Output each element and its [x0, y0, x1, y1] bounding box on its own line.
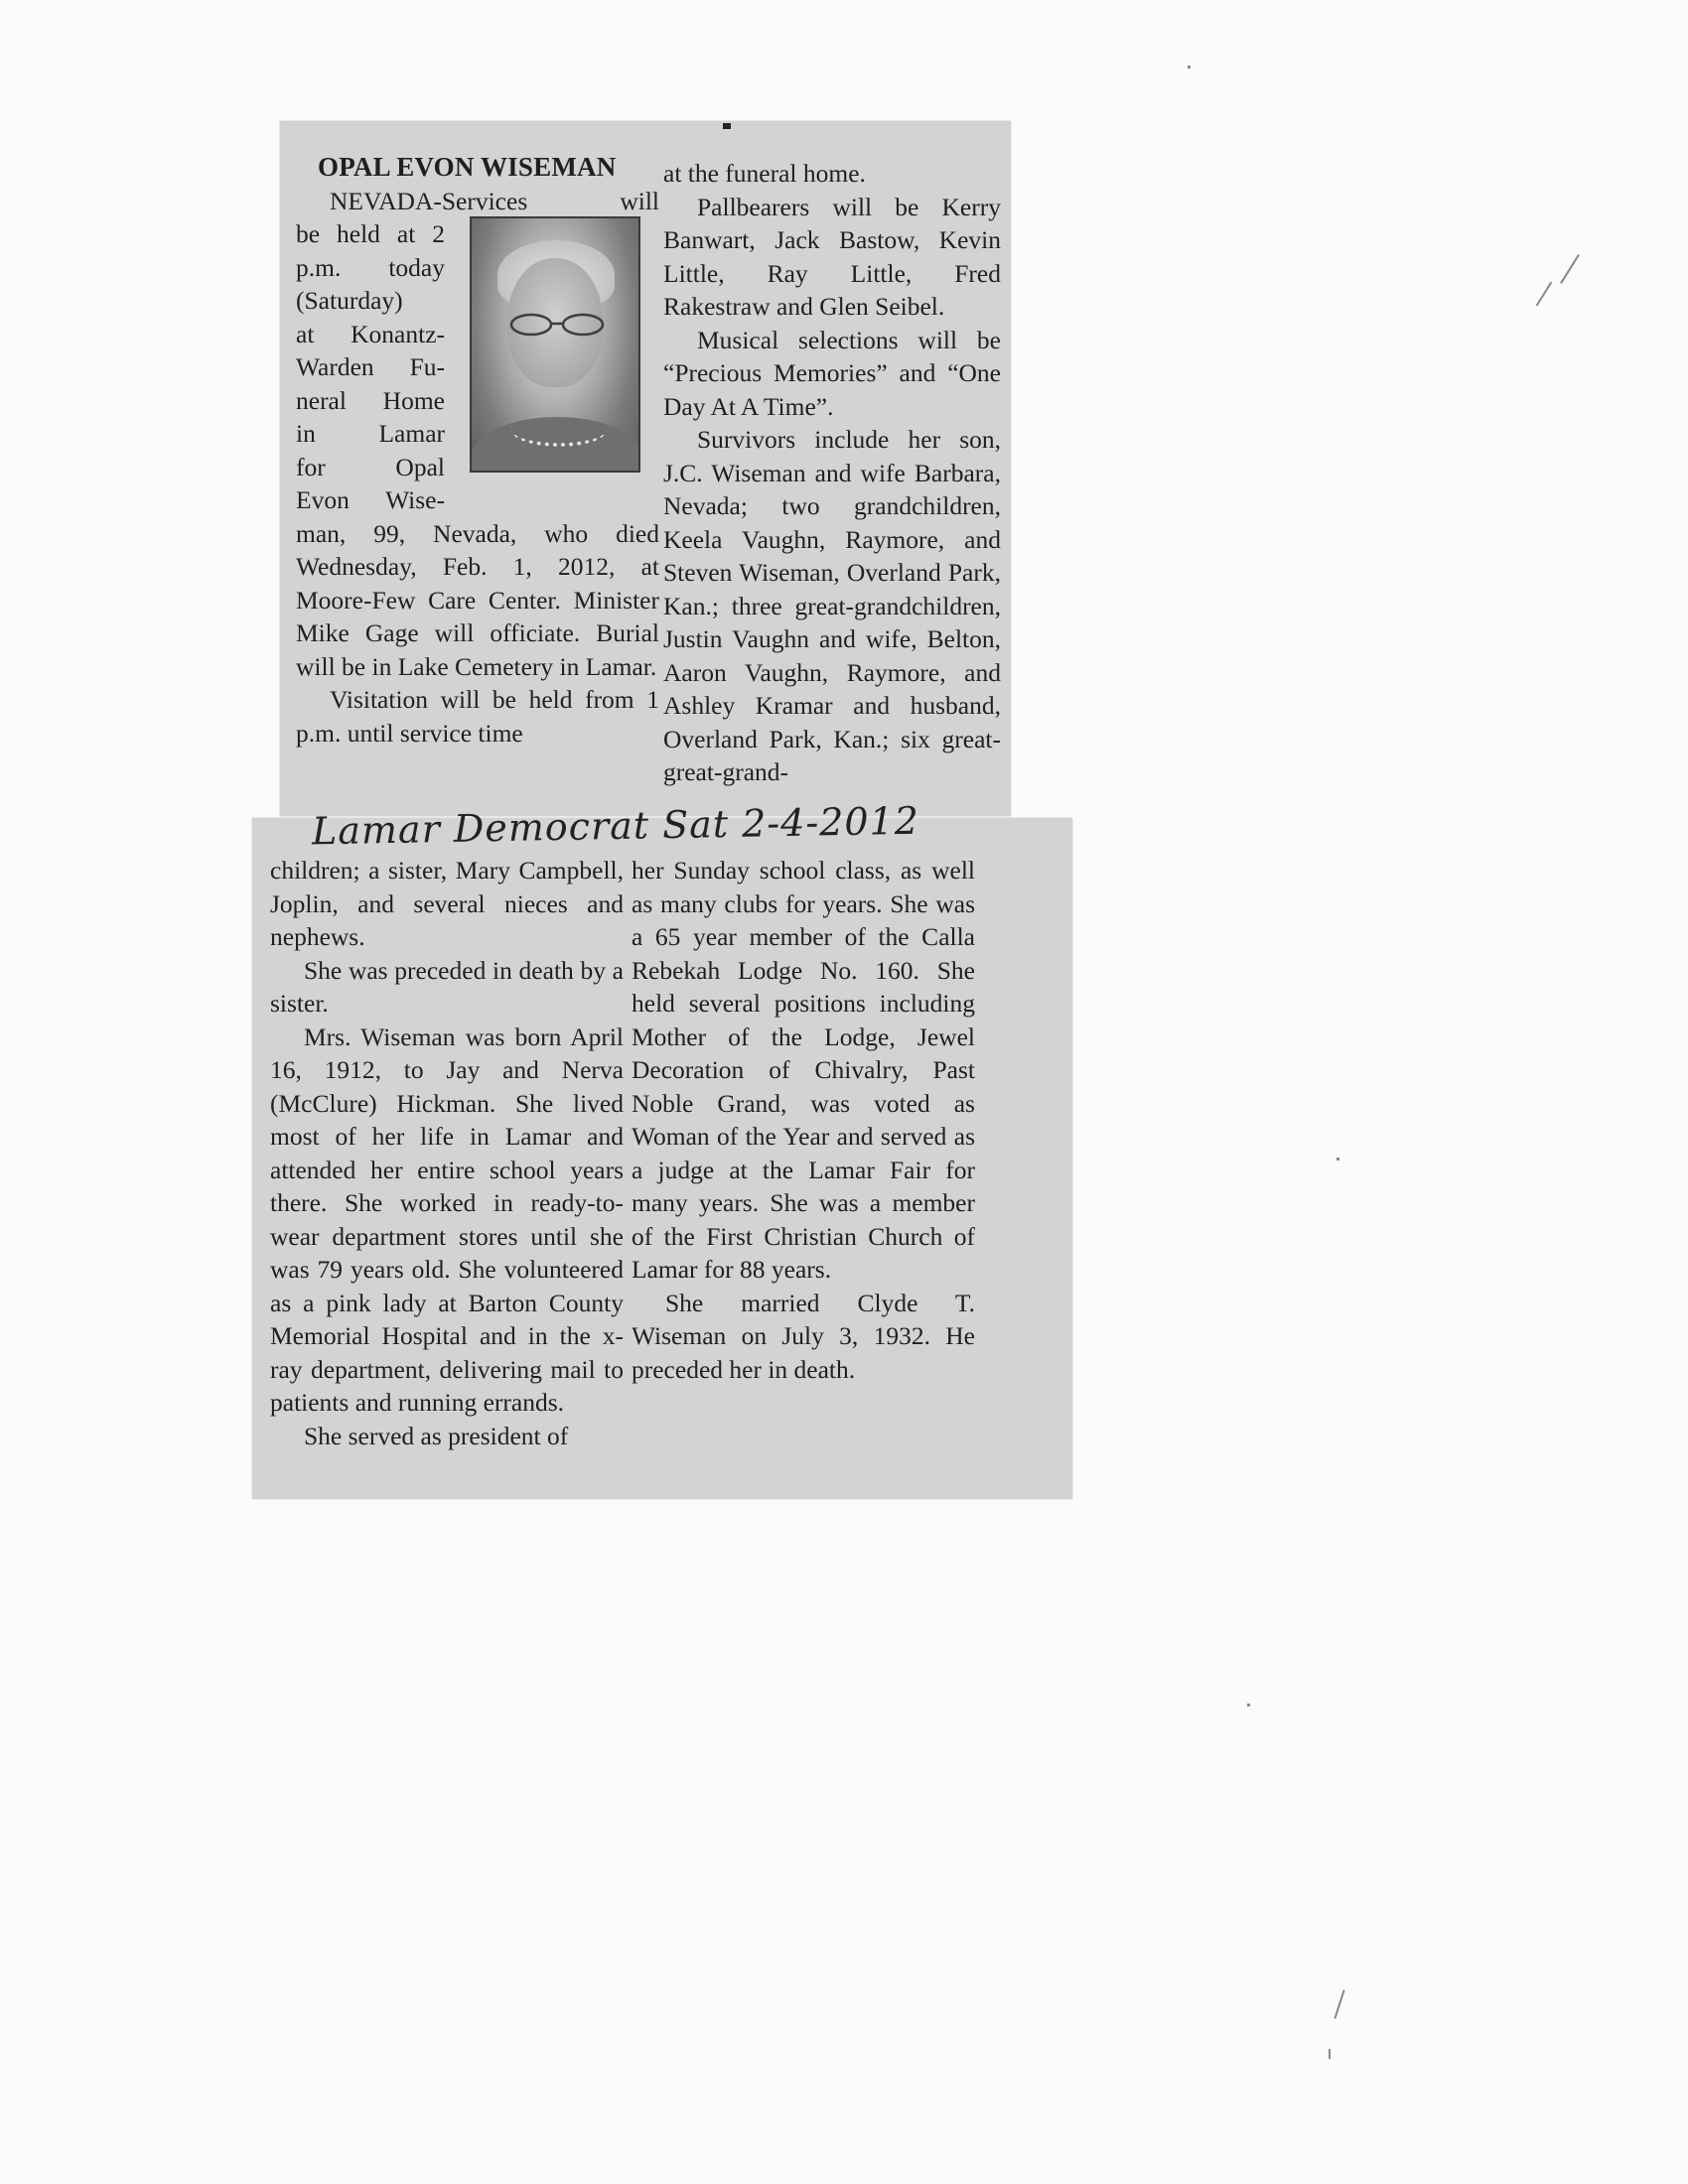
funeral-home-line: at the funeral home. — [663, 159, 866, 188]
biography-paragraph: Mrs. Wiseman was born April 16, 1912, to Jay and Nerva (McClure) Hickman. She lived most of her life in Lamar and attended her entire school years there. She worked in ready-to-wear department stores until she was 79 years old. She volunteered as a pink lady at Barton County Memorial Hospital and in the x-ray department, delivering mail to patients and running errands. — [270, 1022, 624, 1417]
wrap-line: in Lamar — [296, 419, 445, 448]
handwritten-note: Lamar Democrat Sat 2-4-2012 — [311, 798, 920, 854]
scan-speck — [1188, 66, 1191, 68]
wrap-line: for Opal — [296, 452, 445, 481]
visitation-paragraph: Visitation will be held from 1 p.m. until service time — [296, 685, 659, 748]
wrap-line: Warden Fu- — [296, 352, 445, 381]
obituary-column-3 — [270, 854, 624, 1452]
married-paragraph: She married Clyde T. Wiseman on July 3, 1932. He preceded her in death. — [632, 1288, 975, 1384]
sister-paragraph: children; a sister, Mary Campbell, Joplin, and several nieces and nephews. — [270, 856, 624, 951]
wrap-line: Evon Wise- — [296, 485, 445, 514]
obituary-column-4 — [632, 854, 975, 1386]
preceded-paragraph: She was preceded in death by a sister. — [270, 955, 624, 1018]
obituary-title: OPAL EVON WISEMAN — [318, 152, 617, 182]
photo-pearls — [511, 413, 607, 447]
wrap-line: be held at 2 — [296, 219, 445, 248]
wrap-line: (Saturday) — [296, 286, 403, 315]
music-paragraph: Musical selections will be “Precious Memories” and “One Day At A Time”. — [663, 325, 1001, 421]
clipping-top — [280, 121, 1011, 816]
obituary-column-1 — [296, 151, 659, 750]
wrap-line: p.m. today — [296, 252, 445, 282]
portrait-photo — [470, 216, 640, 473]
president-paragraph: She served as president of — [304, 1421, 569, 1450]
survivors-paragraph: Survivors include her son, J.C. Wiseman and wife Barbara, Nevada; two grandchildren, Keela Vaughn, Raymore, and Steven Wiseman, Overland Park, Kan.; three great-grandchildren, Justin Vaughn and wife, Belton, Aaron Vaughn, Raymore, and Ashley Kramar and husband, Overland Park, Kan.; six great-great-grand- — [663, 425, 1001, 786]
scan-speck — [1560, 254, 1580, 284]
services-first-line: NEVADA-Services will — [330, 186, 659, 215]
scan-speck — [1334, 1989, 1344, 2018]
clipping-bottom — [252, 818, 1072, 1499]
scan-speck — [1329, 2049, 1331, 2059]
wrap-line: at Konantz- — [296, 319, 445, 348]
scan-speck — [1336, 1158, 1339, 1160]
wrap-line: neral Home — [296, 385, 445, 415]
scan-speck — [1247, 1704, 1250, 1706]
glasses-icon — [505, 312, 609, 338]
photo-wrap-lines — [296, 217, 445, 517]
services-paragraph-rest: man, 99, Nevada, who died Wednesday, Feb. 1, 2012, at Moore-Few Care Center. Minister Mike Gage will officiate. Burial will be in Lake Cemetery in Lamar. — [296, 518, 659, 681]
scan-speck — [1536, 282, 1553, 307]
pallbearers-paragraph: Pallbearers will be Kerry Banwart, Jack Bastow, Kevin Little, Ray Little, Fred Rakestraw and Glen Seibel. — [663, 192, 1001, 321]
print-mark — [723, 123, 731, 129]
obituary-column-2 — [663, 157, 1001, 789]
clubs-paragraph: her Sunday school class, as well as many clubs for years. She was a 65 year member of the Calla Rebekah Lodge No. 160. She held several positions including Mother of the Lodge, Jewel Decoration of Chivalry, Past Noble Grand, was voted as Woman of the Year and served as a judge at the Lamar Fair for many years. She was a member of the First Christian Church of Lamar for 88 years. — [632, 856, 975, 1284]
